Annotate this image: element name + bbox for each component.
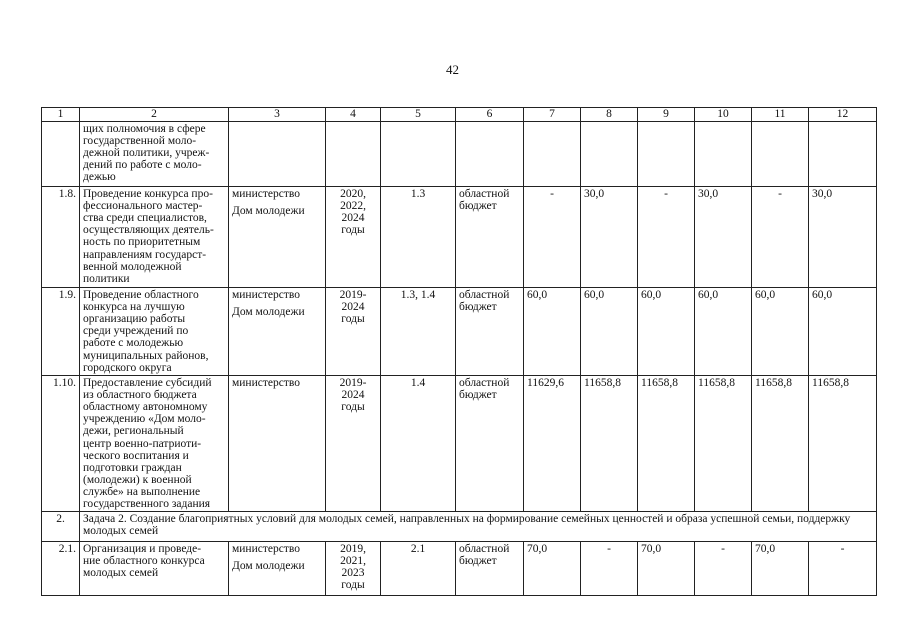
executor-name: Дом молодежи <box>232 306 305 319</box>
activity-description: Проведение областного конкурса на лучшую организацию работы среди учреждений по работе с молодежью муниципальных районов, городского округа <box>80 288 229 376</box>
amount-cell: 60,0 <box>524 288 581 376</box>
funding-source-cell: областной бюджет <box>456 376 524 512</box>
executor-cell <box>229 376 326 512</box>
activity-description: Организация и проведе- ние областного конкурса молодых семей <box>80 542 229 596</box>
amount-cell: - <box>638 187 695 288</box>
column-number: 6 <box>456 108 524 122</box>
amount-cell: 60,0 <box>695 288 752 376</box>
amount-cell: 30,0 <box>809 187 877 288</box>
amount-cell: - <box>695 542 752 596</box>
item-number <box>42 122 80 187</box>
column-number: 11 <box>752 108 809 122</box>
amount-cell: - <box>752 187 809 288</box>
amount-cell: 11658,8 <box>752 376 809 512</box>
task-number: 2. <box>42 512 80 542</box>
amount-cell <box>524 122 581 187</box>
amount-cell: 11658,8 <box>695 376 752 512</box>
funding-source-cell: областной бюджет <box>456 288 524 376</box>
indicator-cell <box>381 122 456 187</box>
indicator-cell: 2.1 <box>381 542 456 596</box>
column-number: 9 <box>638 108 695 122</box>
amount-cell: - <box>809 542 877 596</box>
executor-cell <box>229 187 326 288</box>
amount-cell: 60,0 <box>638 288 695 376</box>
amount-cell: 70,0 <box>752 542 809 596</box>
period-cell: 2019, 2021, 2023 годы <box>326 542 381 596</box>
page-number: 42 <box>446 62 459 77</box>
program-table <box>41 107 877 596</box>
amount-cell: 11658,8 <box>581 376 638 512</box>
column-number: 5 <box>381 108 456 122</box>
indicator-cell: 1.3, 1.4 <box>381 288 456 376</box>
item-number: 1.8. <box>42 187 80 288</box>
executor-name: министерство <box>232 543 300 556</box>
amount-cell: 70,0 <box>524 542 581 596</box>
column-number: 8 <box>581 108 638 122</box>
amount-cell: - <box>581 542 638 596</box>
executor-name: министерство <box>232 289 300 302</box>
funding-source-cell: областной бюджет <box>456 187 524 288</box>
amount-cell <box>638 122 695 187</box>
table-row <box>42 122 877 187</box>
table-row <box>42 376 877 512</box>
executor-name: министерство <box>232 377 300 390</box>
column-number: 7 <box>524 108 581 122</box>
funding-source-cell <box>456 122 524 187</box>
item-number: 1.9. <box>42 288 80 376</box>
funding-source-cell: областной бюджет <box>456 542 524 596</box>
period-cell <box>326 122 381 187</box>
amount-cell: 60,0 <box>752 288 809 376</box>
task-description: Задача 2. Создание благоприятных условий для молодых семей, направленных на формирование семейных ценностей и образа успешной семьи, поддержку молодых семей <box>80 512 877 542</box>
executor-name: министерство <box>232 188 300 201</box>
indicator-cell: 1.4 <box>381 376 456 512</box>
column-number: 12 <box>809 108 877 122</box>
amount-cell: 30,0 <box>695 187 752 288</box>
column-number: 1 <box>42 108 80 122</box>
column-number-row <box>42 108 877 122</box>
period-cell: 2019- 2024 годы <box>326 376 381 512</box>
task-row <box>42 512 877 542</box>
amount-cell: 11658,8 <box>638 376 695 512</box>
executor-cell <box>229 122 326 187</box>
table-row <box>42 187 877 288</box>
table-row <box>42 542 877 596</box>
amount-cell: 11658,8 <box>809 376 877 512</box>
amount-cell <box>809 122 877 187</box>
activity-description: Проведение конкурса про- фессионального мастер- ства среди специалистов, осуществляющих деятель- ность по приоритетным направлениям государст- венной молодежной политики <box>80 187 229 288</box>
executor-cell <box>229 542 326 596</box>
period-cell: 2020, 2022, 2024 годы <box>326 187 381 288</box>
activity-description: щих полномочия в сфере государственной моло- дежной политики, учреж- дений по работе с моло- дежью <box>80 122 229 187</box>
executor-name: Дом молодежи <box>232 560 305 573</box>
amount-cell: - <box>524 187 581 288</box>
amount-cell <box>752 122 809 187</box>
amount-cell <box>695 122 752 187</box>
item-number: 1.10. <box>42 376 80 512</box>
item-number: 2.1. <box>42 542 80 596</box>
amount-cell: 60,0 <box>581 288 638 376</box>
amount-cell: 30,0 <box>581 187 638 288</box>
executor-cell <box>229 288 326 376</box>
amount-cell: 11629,6 <box>524 376 581 512</box>
indicator-cell: 1.3 <box>381 187 456 288</box>
table-row <box>42 288 877 376</box>
activity-description: Предоставление субсидий из областного бюджета областному автономному учреждению «Дом моло- дежи, региональный центр военно-патриоти- ческого воспитания и подготовки граждан (молодежи) к военной службе» на выполнение государственного задания <box>80 376 229 512</box>
column-number: 10 <box>695 108 752 122</box>
amount-cell: 70,0 <box>638 542 695 596</box>
column-number: 3 <box>229 108 326 122</box>
period-cell: 2019- 2024 годы <box>326 288 381 376</box>
column-number: 4 <box>326 108 381 122</box>
column-number: 2 <box>80 108 229 122</box>
executor-name: Дом молодежи <box>232 205 305 218</box>
amount-cell <box>581 122 638 187</box>
amount-cell: 60,0 <box>809 288 877 376</box>
